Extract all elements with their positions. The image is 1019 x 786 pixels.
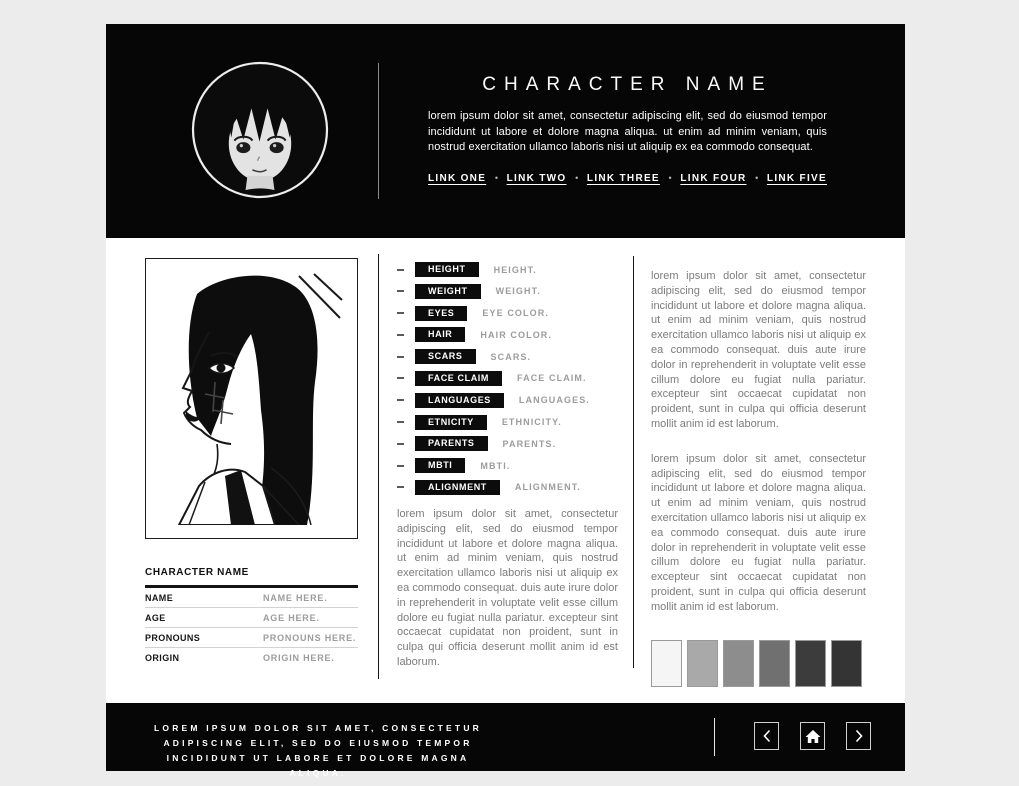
- stat-value: EYE COLOR.: [482, 308, 549, 319]
- stat-list: [397, 262, 618, 495]
- header-content: [428, 74, 827, 184]
- dash-icon: [397, 465, 404, 467]
- footer-divider: [714, 718, 715, 756]
- footer-nav: [754, 722, 871, 750]
- profile-row-value: PRONOUNS HERE.: [263, 632, 357, 643]
- stat-badge: HEIGHT: [415, 262, 479, 277]
- nav-link[interactable]: LINK TWO: [506, 172, 567, 184]
- chevron-left-icon: [762, 729, 772, 743]
- prev-button[interactable]: [754, 722, 779, 750]
- stat-row: [397, 458, 618, 473]
- stat-badge: ETNICITY: [415, 415, 487, 430]
- color-swatch: [723, 640, 754, 687]
- stat-value: PARENTS.: [502, 438, 557, 449]
- dash-icon: [397, 312, 404, 314]
- dash-icon: [397, 290, 404, 292]
- avatar-image: [191, 61, 329, 199]
- stat-badge: SCARS: [415, 349, 476, 364]
- color-swatch: [759, 640, 790, 687]
- stat-row: [397, 371, 618, 386]
- stat-badge: ALIGNMENT: [415, 480, 500, 495]
- profile-row-label: ORIGIN: [145, 653, 180, 663]
- color-swatch: [651, 640, 682, 687]
- body: [106, 238, 905, 703]
- dash-icon: [397, 334, 404, 336]
- column-divider-left: [378, 254, 379, 679]
- link-separator: •: [668, 173, 672, 183]
- stat-value: HEIGHT.: [493, 264, 537, 275]
- profile-row-value: NAME HERE.: [263, 592, 328, 603]
- dash-icon: [397, 421, 404, 423]
- stat-badge: HAIR: [415, 327, 465, 342]
- color-swatch: [687, 640, 718, 687]
- footer-text: LOREM IPSUM DOLOR SIT AMET, CONSECTETUR ADIPISCING ELIT, SED DO EIUSMOD TEMPOR INCIDIDUNT UT LABORE ET DOLORE MAGNA ALIQUA.: [153, 723, 482, 778]
- stat-value: FACE CLAIM.: [517, 373, 587, 384]
- profile-row: [145, 628, 358, 648]
- stat-badge: LANGUAGES: [415, 393, 504, 408]
- header-links: [428, 173, 827, 184]
- stat-badge: MBTI: [415, 458, 465, 473]
- nav-link[interactable]: LINK FOUR: [680, 172, 747, 184]
- link-separator: •: [575, 173, 579, 183]
- column-divider-right: [633, 256, 634, 668]
- stat-value: MBTI.: [480, 460, 511, 471]
- stat-badge: EYES: [415, 306, 467, 321]
- stat-value: HAIR COLOR.: [480, 329, 553, 340]
- nav-link[interactable]: LINK FIVE: [766, 172, 827, 184]
- nav-link[interactable]: LINK THREE: [586, 172, 660, 184]
- stat-value: WEIGHT.: [495, 286, 541, 297]
- stat-badge: FACE CLAIM: [415, 371, 502, 386]
- dash-icon: [397, 269, 404, 271]
- profile-row: [145, 648, 358, 668]
- portrait-image: [159, 272, 344, 525]
- stat-badge: PARENTS: [415, 436, 488, 451]
- stat-row: [397, 262, 618, 277]
- about-paragraph: lorem ipsum dolor sit amet, consectetur adipiscing elit, sed do eiusmod tempor incididunt ut labore et dolore magna aliqua. ut enim ad minim veniam, quis nostrud exercitation ullamco laboris nisi ut aliquip ex ea commodo consequat. duis aute irure dolor in reprehenderit in voluptate velit esse cillum dolore eu fugiat nulla pariatur. excepteur sint occaecat cupidatat non proident, sunt in culpa qui officia deserunt mollit anim id est laborum.: [651, 270, 866, 430]
- color-swatch: [795, 640, 826, 687]
- profile-row: [145, 608, 358, 628]
- dash-icon: [397, 486, 404, 488]
- profile-info: [145, 588, 358, 668]
- profile-row-label: NAME: [145, 592, 174, 603]
- profile-row-label: AGE: [145, 612, 166, 623]
- link-separator: •: [755, 173, 759, 183]
- stat-value: ETHNICITY.: [501, 417, 562, 428]
- color-swatch: [831, 640, 862, 687]
- stat-row: [397, 480, 618, 495]
- dash-icon: [397, 399, 404, 401]
- next-button[interactable]: [846, 722, 871, 750]
- header-description: lorem ipsum dolor sit amet, consectetur adipiscing elit, sed do eiusmod tempor incididunt ut labore et dolore magna aliqua. ut enim ad minim veniam, quis nostrud exercitation ullamco laboris nisi ut aliquip ex ea commodo consequat.: [428, 110, 827, 153]
- header-divider: [378, 63, 379, 199]
- dash-icon: [397, 443, 404, 445]
- stats-column: [397, 262, 618, 670]
- stat-value: LANGUAGES.: [518, 395, 590, 406]
- character-profile-page: [106, 24, 905, 778]
- profile-row-label: PRONOUNS: [145, 632, 201, 643]
- about-paragraph: lorem ipsum dolor sit amet, consectetur adipiscing elit, sed do eiusmod tempor incididunt ut labore et dolore magna aliqua. ut enim ad minim veniam, quis nostrud exercitation ullamco laboris nisi ut aliquip ex ea commodo consequat. duis aute irure dolor in reprehenderit in voluptate velit esse cillum dolore eu fugiat nulla pariatur. excepteur sint occaecat cupidatat non proident, sunt in culpa qui officia deserunt mollit anim id est laborum.: [651, 452, 866, 613]
- stat-row: [397, 306, 618, 321]
- footer: [106, 703, 905, 778]
- home-button[interactable]: [800, 722, 825, 750]
- about-paragraphs: [651, 269, 866, 615]
- left-column: [145, 258, 358, 668]
- color-palette: [651, 640, 866, 687]
- home-icon: [805, 729, 821, 744]
- stat-badge: WEIGHT: [415, 284, 481, 299]
- stat-row: [397, 349, 618, 364]
- stat-row: [397, 436, 618, 451]
- profile-row-value: AGE HERE.: [263, 612, 320, 623]
- chevron-right-icon: [854, 729, 864, 743]
- stat-value: ALIGNMENT.: [514, 482, 581, 493]
- dash-icon: [397, 377, 404, 379]
- header: [106, 24, 905, 238]
- nav-link[interactable]: LINK ONE: [428, 172, 487, 184]
- avatar: [191, 61, 329, 199]
- profile-heading: CHARACTER NAME: [145, 567, 358, 588]
- stats-paragraph: lorem ipsum dolor sit amet, consectetur adipiscing elit, sed do eiusmod tempor incididunt ut labore et dolore magna aliqua. ut enim ad minim veniam, quis nostrud exercitation ullamco laboris nisi ut aliquip ex ea commodo consequat. duis aute irure dolor in reprehenderit in voluptate velit esse cillum dolore eu fugiat nulla pariatur. excepteur sint occaecat cupidatat non proident, sunt in culpa qui officia deserunt mollit anim id est laborum.: [397, 507, 618, 668]
- profile-row: [145, 588, 358, 608]
- portrait-frame: [145, 258, 358, 539]
- stat-row: [397, 327, 618, 342]
- dash-icon: [397, 356, 404, 358]
- profile-row-value: ORIGIN HERE.: [263, 653, 335, 663]
- stat-row: [397, 393, 618, 408]
- link-separator: •: [494, 173, 498, 183]
- stat-row: [397, 284, 618, 299]
- page-title: CHARACTER NAME: [482, 74, 773, 95]
- stat-value: SCARS.: [490, 351, 532, 362]
- about-column: [651, 269, 866, 687]
- stat-row: [397, 415, 618, 430]
